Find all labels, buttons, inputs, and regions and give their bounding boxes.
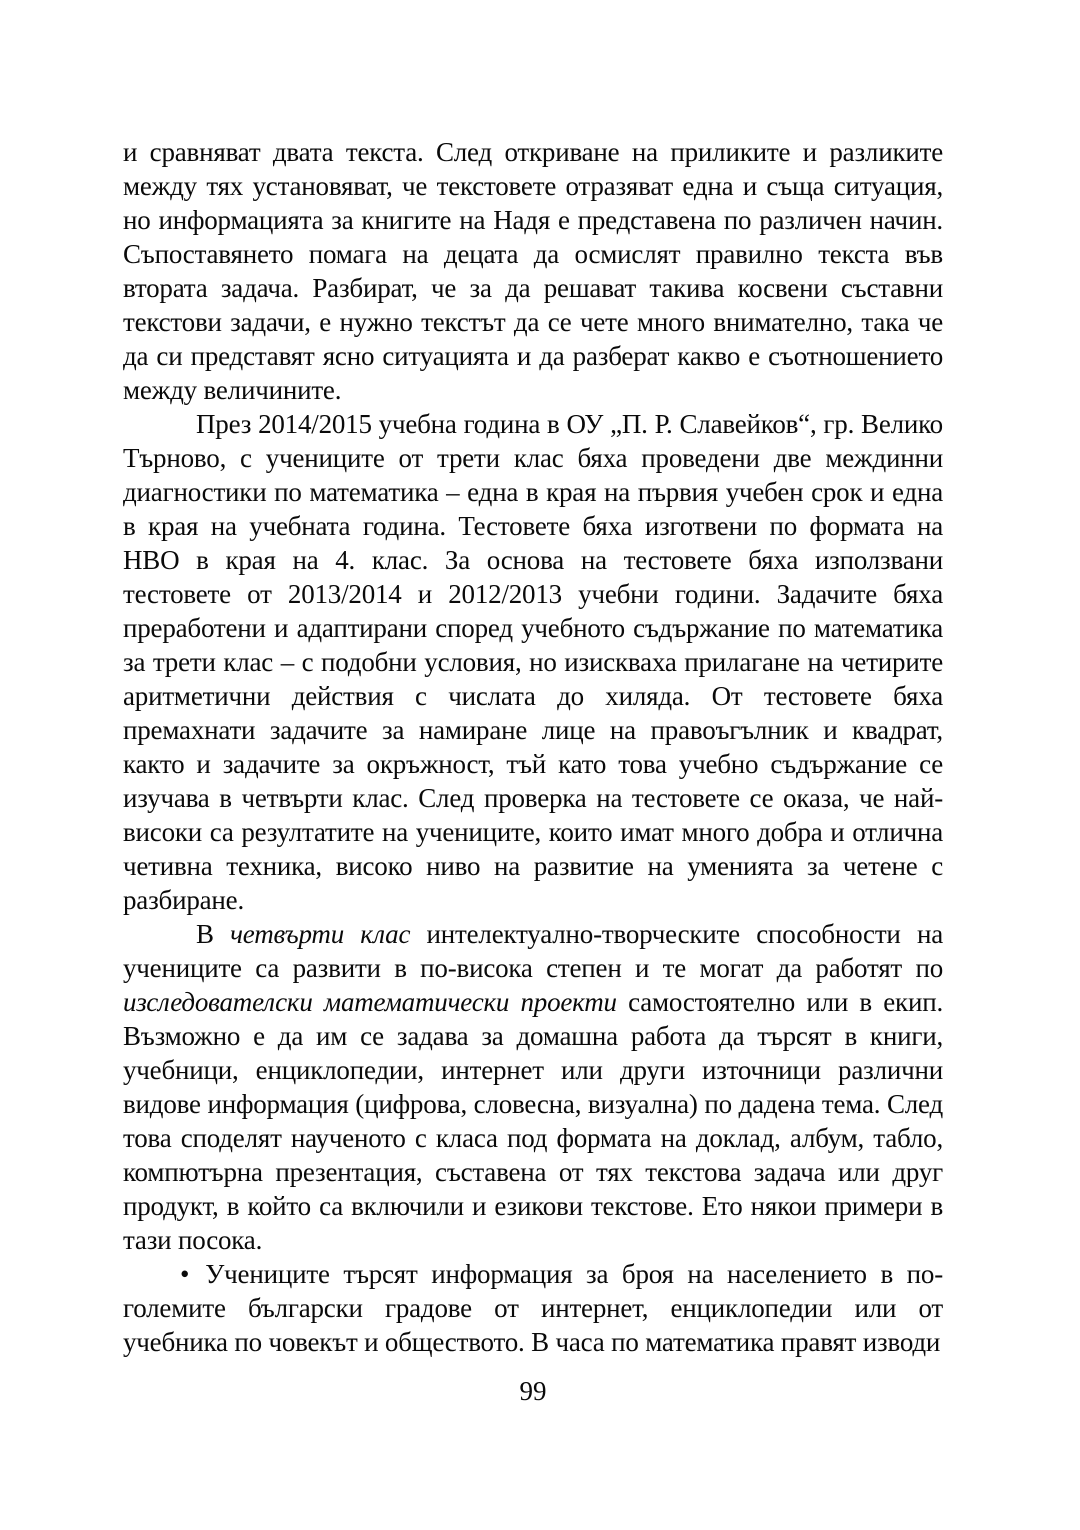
bullet-paragraph (123, 1257, 943, 1359)
paragraph-text: и сравняват двата текста. След откриване на приликите и разликите между тях установяват, че текстовете отразяват една и съща ситуация, но информацията за книгите на Надя е представена по различен начин. Съпоставянето помага на децата да осмислят правилно текста във втората задача. Разбират, че за да решават такива косвени съставни текстови задачи, е нужно текстът да се чете много внимателно, така че да си представят ясно ситуацията и да разберат какво е съотношението между величините. (123, 137, 943, 405)
page-number: 99 (519, 1376, 547, 1406)
paragraph-continuation (123, 135, 943, 407)
body-text (123, 135, 943, 1370)
paragraph-text: В (196, 919, 231, 949)
paragraph-diagnostics (123, 407, 943, 917)
paragraph-fourth-grade (123, 917, 943, 1257)
page-footer (123, 1374, 943, 1408)
paragraph-text: През 2014/2015 учебна година в ОУ „П. Р. Славейков“, гр. Велико Търново, с учениците от трети клас бяха проведени две междинни диагностики по математика – една в края на първия учебен срок и една в края на учебната година. Тестовете бяха изготвени по формата на НВО в края на 4. клас. За основа на тестовете бяха използвани тестовете от 2013/2014 и 2012/2013 учебни години. Задачите бяха преработени и адаптирани според учебното съдържание по математика за трети клас – с подобни условия, но изискваха прилагане на четирите аритметични действия с числата до хиляда. От тестовете бяха премахнати задачите за намиране лице на правоъгълник и квадрат, както и задачите за окръжност, тъй като това учебно съдържание се изучава в четвърти клас. След проверка на тестовете се оказа, че най-високи са резултатите на учениците, които имат много добра и отлична четивна техника, високо ниво на развитие на уменията за четене с разбиране. (123, 409, 943, 915)
bullet-paragraph-text: Учениците търсят информация за броя на населението в по-големите български градове от интернет, енциклопедии или от учебника по човекът и обществото. В часа по математика правят изводи (123, 1259, 943, 1357)
bullet-icon: • (180, 1259, 190, 1289)
italic-phrase-fourth-grade: четвърти клас (230, 919, 411, 949)
italic-phrase-research-projects: изследователски математически проекти (123, 987, 617, 1017)
paragraph-text: интелектуално-творческите способности на учениците са развити в по-висока степен и те могат да работят по (123, 919, 943, 983)
paragraph-text: самостоятелно или в екип. Възможно е да им се задава за домашна работа да търсят в книги, учебници, енциклопедии, интернет или други източници различни видове информация (цифрова, словесна, визуална) по дадена тема. След това споделят наученото с класа под формата на доклад, албум, табло, компютърна презентация, съставена от тях текстова задача или друг продукт, в който са включили и езикови текстове. Ето някои примери в тази посока. (123, 987, 943, 1255)
